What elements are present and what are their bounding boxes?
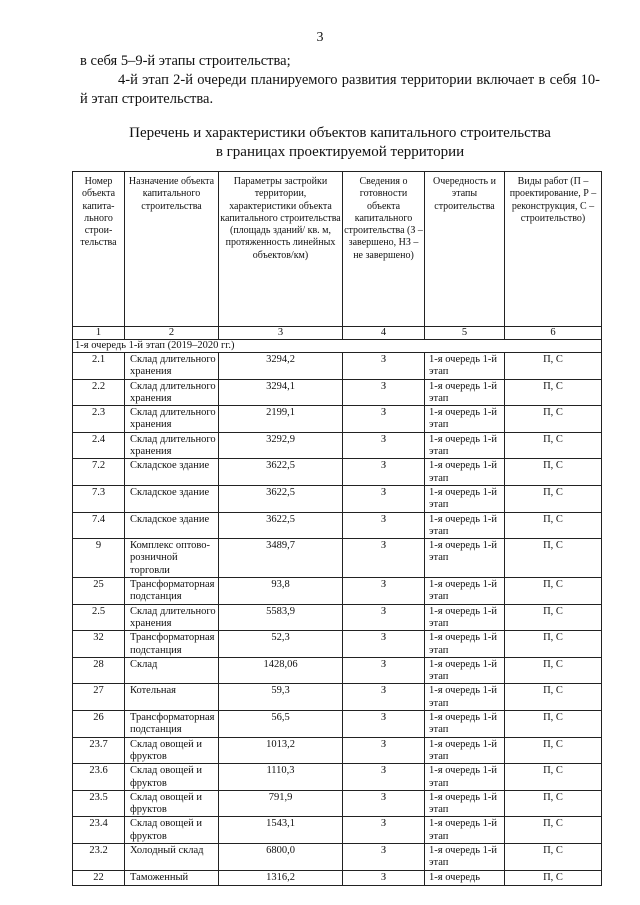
header-stage: Очередность и этапы строительства: [425, 172, 505, 327]
object-readiness: З: [343, 485, 425, 512]
object-work-types: П, С: [505, 604, 602, 631]
heading-line-1: Перечень и характеристики объектов капитального строительства: [129, 125, 551, 141]
object-work-types: П, С: [505, 353, 602, 380]
table-row: [73, 790, 602, 817]
object-readiness: З: [343, 711, 425, 738]
object-work-types: П, С: [505, 379, 602, 406]
object-purpose: Склад овощей и фруктов: [125, 817, 219, 844]
object-stage: 1-я очередь 1-й этап: [425, 631, 505, 658]
object-parameter: 791,9: [219, 790, 343, 817]
object-work-types: П, С: [505, 485, 602, 512]
object-readiness: З: [343, 459, 425, 486]
object-purpose: Складское здание: [125, 512, 219, 539]
header-work-types: Виды работ (П – проектирование, Р – реконструкция, С – строительство): [505, 172, 602, 327]
object-parameter: 59,3: [219, 684, 343, 711]
object-parameter: 3292,9: [219, 432, 343, 459]
header-object-number: Номер объекта капита-льного строи-тельства: [73, 172, 125, 327]
object-purpose: Склад овощей и фруктов: [125, 737, 219, 764]
object-stage: 1-я очередь 1-й этап: [425, 711, 505, 738]
object-purpose: Склад длительного хранения: [125, 379, 219, 406]
object-work-types: П, С: [505, 817, 602, 844]
object-number: 2.3: [73, 406, 125, 433]
object-purpose: Складское здание: [125, 459, 219, 486]
object-parameter: 1428,06: [219, 657, 343, 684]
object-work-types: П, С: [505, 657, 602, 684]
object-work-types: П, С: [505, 406, 602, 433]
page-number: 3: [316, 30, 324, 45]
table-row: [73, 353, 602, 380]
object-number: 2.5: [73, 604, 125, 631]
column-number: 1: [73, 327, 125, 340]
object-purpose: Котельная: [125, 684, 219, 711]
object-number: 26: [73, 711, 125, 738]
object-number: 23.5: [73, 790, 125, 817]
table-row: [73, 604, 602, 631]
object-parameter: 52,3: [219, 631, 343, 658]
object-stage: 1-я очередь 1-й этап: [425, 790, 505, 817]
object-readiness: З: [343, 539, 425, 578]
object-purpose: Склад: [125, 657, 219, 684]
table-row: [73, 764, 602, 791]
header-parameters: Параметры застройки территории, характеристики объекта капитального строительства (площадь зданий/ кв. м, протяженность линейных объектов/км): [219, 172, 343, 327]
object-stage: 1-я очередь 1-й этап: [425, 817, 505, 844]
object-number: 23.7: [73, 737, 125, 764]
object-number: 32: [73, 631, 125, 658]
object-parameter: 3294,2: [219, 353, 343, 380]
object-number: 28: [73, 657, 125, 684]
object-work-types: П, С: [505, 737, 602, 764]
object-parameter: 3622,5: [219, 485, 343, 512]
object-work-types: П, С: [505, 631, 602, 658]
object-readiness: З: [343, 353, 425, 380]
object-parameter: 5583,9: [219, 604, 343, 631]
column-number: 6: [505, 327, 602, 340]
table-body: [73, 353, 602, 886]
column-number: 2: [125, 327, 219, 340]
object-purpose: Трансформаторная подстанция: [125, 631, 219, 658]
object-readiness: З: [343, 817, 425, 844]
intro-text: [80, 52, 600, 109]
table-row: [73, 870, 602, 885]
object-stage: 1-я очередь 1-й этап: [425, 764, 505, 791]
object-number: 2.1: [73, 353, 125, 380]
table-row: [73, 578, 602, 605]
object-stage: 1-я очередь 1-й этап: [425, 353, 505, 380]
object-readiness: З: [343, 631, 425, 658]
object-purpose: Склад длительного хранения: [125, 406, 219, 433]
object-purpose: Склад длительного хранения: [125, 353, 219, 380]
column-number: 3: [219, 327, 343, 340]
object-readiness: З: [343, 790, 425, 817]
object-readiness: З: [343, 432, 425, 459]
table-row: [73, 432, 602, 459]
table-row: [73, 485, 602, 512]
object-purpose: Таможенный: [125, 870, 219, 885]
table-row: [73, 512, 602, 539]
object-work-types: П, С: [505, 790, 602, 817]
object-stage: 1-я очередь 1-й этап: [425, 843, 505, 870]
object-stage: 1-я очередь 1-й этап: [425, 578, 505, 605]
object-readiness: З: [343, 843, 425, 870]
object-purpose: Трансформаторная подстанция: [125, 711, 219, 738]
object-number: 9: [73, 539, 125, 578]
object-stage: 1-я очередь 1-й этап: [425, 737, 505, 764]
object-parameter: 3489,7: [219, 539, 343, 578]
object-stage: 1-я очередь 1-й этап: [425, 539, 505, 578]
object-number: 23.2: [73, 843, 125, 870]
object-readiness: З: [343, 657, 425, 684]
object-number: 23.4: [73, 817, 125, 844]
object-work-types: П, С: [505, 512, 602, 539]
object-readiness: З: [343, 512, 425, 539]
column-number: 5: [425, 327, 505, 340]
table-row: [73, 539, 602, 578]
object-work-types: П, С: [505, 843, 602, 870]
object-readiness: З: [343, 406, 425, 433]
object-number: 7.3: [73, 485, 125, 512]
section-row: [73, 340, 602, 353]
object-readiness: З: [343, 870, 425, 885]
object-parameter: 56,5: [219, 711, 343, 738]
object-number: 25: [73, 578, 125, 605]
object-stage: 1-я очередь 1-й этап: [425, 512, 505, 539]
table-row: [73, 459, 602, 486]
intro-line-1: в себя 5–9-й этапы строительства;: [80, 53, 291, 69]
table-row: [73, 843, 602, 870]
object-stage: 1-я очередь: [425, 870, 505, 885]
object-stage: 1-я очередь 1-й этап: [425, 459, 505, 486]
object-parameter: 1543,1: [219, 817, 343, 844]
object-parameter: 93,8: [219, 578, 343, 605]
header-purpose: Назначение объекта капитального строительства: [125, 172, 219, 327]
object-purpose: Склад овощей и фруктов: [125, 790, 219, 817]
object-parameter: 1316,2: [219, 870, 343, 885]
heading-line-2: в границах проектируемой территории: [215, 144, 465, 160]
column-number: 4: [343, 327, 425, 340]
object-work-types: П, С: [505, 432, 602, 459]
objects-table: [72, 171, 602, 886]
column-number-row: [73, 327, 602, 340]
object-parameter: 2199,1: [219, 406, 343, 433]
table-row: [73, 379, 602, 406]
object-work-types: П, С: [505, 870, 602, 885]
object-stage: 1-я очередь 1-й этап: [425, 485, 505, 512]
object-parameter: 3294,1: [219, 379, 343, 406]
object-stage: 1-я очередь 1-й этап: [425, 657, 505, 684]
object-parameter: 3622,5: [219, 459, 343, 486]
section-title: 1-я очередь 1-й этап (2019–2020 гг.): [73, 340, 602, 353]
intro-paragraph-2: 4-й этап 2-й очереди планируемого развития территории включает в себя 10-й этап строительства.: [80, 72, 600, 107]
table-heading: [60, 124, 620, 162]
object-stage: 1-я очередь 1-й этап: [425, 406, 505, 433]
object-purpose: Складское здание: [125, 485, 219, 512]
object-purpose: Склад длительного хранения: [125, 604, 219, 631]
table-row: [73, 737, 602, 764]
object-number: 2.2: [73, 379, 125, 406]
object-number: 2.4: [73, 432, 125, 459]
object-stage: 1-я очередь 1-й этап: [425, 684, 505, 711]
table-header-row: [73, 172, 602, 327]
object-purpose: Комплекс оптово-розничной торговли: [125, 539, 219, 578]
object-readiness: З: [343, 604, 425, 631]
object-number: 23.6: [73, 764, 125, 791]
header-readiness: Сведения о готовности объекта капитального строительства (З – завершено, НЗ – не завершено): [343, 172, 425, 327]
object-number: 22: [73, 870, 125, 885]
object-parameter: 1013,2: [219, 737, 343, 764]
table-row: [73, 817, 602, 844]
object-parameter: 1110,3: [219, 764, 343, 791]
table-row: [73, 631, 602, 658]
object-number: 27: [73, 684, 125, 711]
object-work-types: П, С: [505, 578, 602, 605]
object-number: 7.4: [73, 512, 125, 539]
object-purpose: Холодный склад: [125, 843, 219, 870]
object-purpose: Склад длительного хранения: [125, 432, 219, 459]
table-row: [73, 657, 602, 684]
object-parameter: 3622,5: [219, 512, 343, 539]
object-work-types: П, С: [505, 684, 602, 711]
object-purpose: Склад овощей и фруктов: [125, 764, 219, 791]
table-row: [73, 711, 602, 738]
object-stage: 1-я очередь 1-й этап: [425, 432, 505, 459]
object-work-types: П, С: [505, 764, 602, 791]
object-stage: 1-я очередь 1-й этап: [425, 604, 505, 631]
object-work-types: П, С: [505, 459, 602, 486]
object-work-types: П, С: [505, 539, 602, 578]
object-readiness: З: [343, 379, 425, 406]
table-row: [73, 684, 602, 711]
table-row: [73, 406, 602, 433]
object-work-types: П, С: [505, 711, 602, 738]
object-purpose: Трансформаторная подстанция: [125, 578, 219, 605]
object-stage: 1-я очередь 1-й этап: [425, 379, 505, 406]
object-readiness: З: [343, 737, 425, 764]
object-readiness: З: [343, 764, 425, 791]
object-number: 7.2: [73, 459, 125, 486]
object-readiness: З: [343, 684, 425, 711]
object-readiness: З: [343, 578, 425, 605]
object-parameter: 6800,0: [219, 843, 343, 870]
